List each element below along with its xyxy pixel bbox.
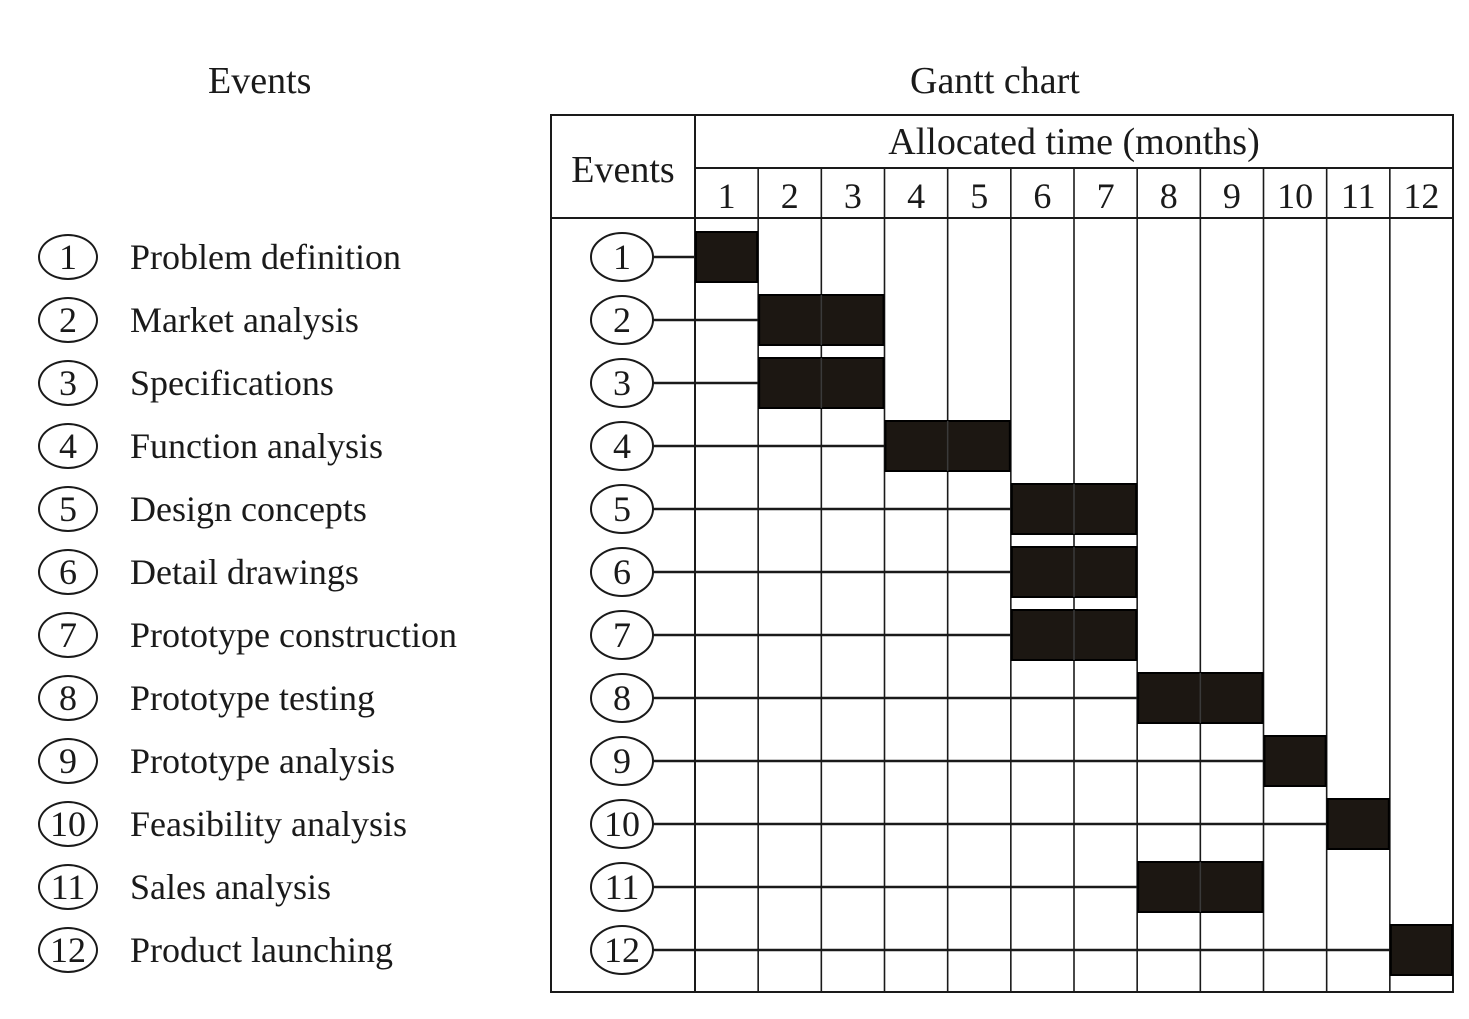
month-label: 3 <box>843 176 862 216</box>
legend-event-number: 11 <box>38 864 98 910</box>
event-number: 12 <box>604 930 640 970</box>
event-number: 2 <box>613 300 631 340</box>
legend-event-label: Market analysis <box>130 300 359 340</box>
events-legend-title: Events <box>208 60 312 102</box>
month-label: 9 <box>1222 176 1241 216</box>
legend-event-label: Detail drawings <box>130 552 359 592</box>
month-label: 1 <box>717 176 736 216</box>
legend-event-label: Prototype analysis <box>130 741 395 781</box>
legend-event-label: Function analysis <box>130 426 383 466</box>
legend-event-label: Prototype construction <box>130 615 457 655</box>
legend-event-label: Problem definition <box>130 237 401 277</box>
legend-event-label: Design concepts <box>130 489 367 529</box>
event-number: 5 <box>613 489 631 529</box>
legend-event-label: Specifications <box>130 363 334 403</box>
legend-event-number: 5 <box>38 486 98 532</box>
legend-event-number: 12 <box>38 927 98 973</box>
event-number: 10 <box>604 804 640 844</box>
legend-event-number: 6 <box>38 549 98 595</box>
legend-event-label: Product launching <box>130 930 393 970</box>
legend-event-number: 3 <box>38 360 98 406</box>
legend-event-label: Feasibility analysis <box>130 804 407 844</box>
event-number: 7 <box>613 615 631 655</box>
gantt-chart-title: Gantt chart <box>910 60 1080 102</box>
month-label: 4 <box>907 176 926 216</box>
month-label: 11 <box>1340 176 1376 216</box>
month-label: 7 <box>1096 176 1115 216</box>
event-number: 6 <box>613 552 631 592</box>
legend-event-number: 8 <box>38 675 98 721</box>
event-number: 1 <box>613 237 631 277</box>
legend-event-number: 9 <box>38 738 98 784</box>
month-label: 5 <box>970 176 989 216</box>
legend-event-label: Sales analysis <box>130 867 331 907</box>
gantt-bar <box>1265 736 1326 786</box>
month-label: 12 <box>1403 176 1440 216</box>
allocated-time-header: Allocated time (months) <box>888 121 1260 163</box>
gantt-table-border <box>551 115 1453 992</box>
month-label: 2 <box>780 176 799 216</box>
legend-event-number: 4 <box>38 423 98 469</box>
legend-event-number: 7 <box>38 612 98 658</box>
event-number: 11 <box>604 867 640 907</box>
legend-event-number: 1 <box>38 234 98 280</box>
gantt-bar <box>1391 925 1452 975</box>
legend-event-number: 10 <box>38 801 98 847</box>
gantt-bar <box>696 232 757 282</box>
month-label: 6 <box>1033 176 1052 216</box>
event-number: 9 <box>613 741 631 781</box>
event-number: 3 <box>613 363 631 403</box>
legend-event-label: Prototype testing <box>130 678 375 718</box>
legend-event-number: 2 <box>38 297 98 343</box>
event-number: 4 <box>613 426 631 466</box>
gantt-bar <box>1328 799 1389 849</box>
event-number: 8 <box>613 678 631 718</box>
month-label: 10 <box>1277 176 1314 216</box>
month-label: 8 <box>1159 176 1178 216</box>
events-column-header: Events <box>571 149 675 191</box>
